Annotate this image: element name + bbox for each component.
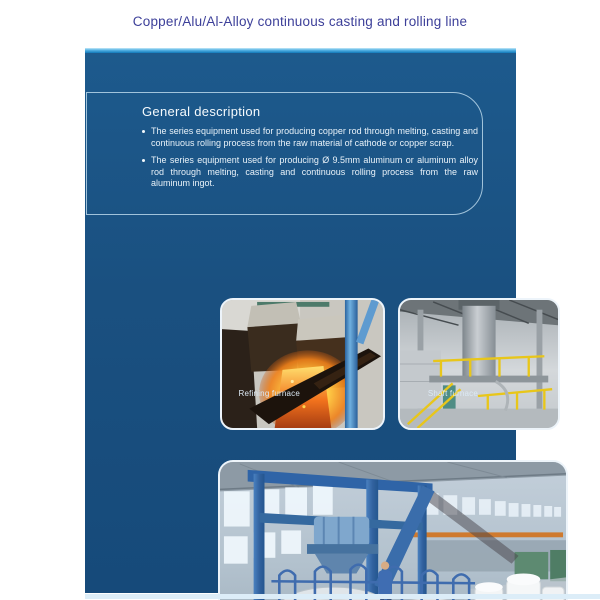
shaft-furnace-caption: Shaft furnace <box>427 389 478 398</box>
refining-furnace-illustration <box>222 300 383 428</box>
bullet-dot-icon <box>142 159 145 162</box>
bullet-item-copper <box>142 126 478 149</box>
section-heading: General description <box>142 104 261 119</box>
refining-furnace-photo <box>220 298 385 430</box>
shaft-furnace-illustration <box>400 300 558 428</box>
bullet-text: The series equipment used for producing Ø 9.5mm aluminum or aluminum alloy rod through melting, casting and continuous rolling process from the raw aluminum ingot. <box>151 155 478 188</box>
bullet-item-aluminum <box>142 155 478 190</box>
bottom-accent-strip <box>85 594 600 599</box>
bullet-dot-icon <box>142 130 145 133</box>
content-panel <box>85 48 516 593</box>
panel-top-accent-bar <box>85 48 516 53</box>
casting-rolling-line-illustration <box>220 462 566 600</box>
page-title: Copper/Alu/Al-Alloy continuous casting and rolling line <box>132 14 468 29</box>
refining-furnace-caption: Refining furnace <box>238 389 300 398</box>
general-description-box <box>86 92 483 215</box>
bullet-text: The series equipment used for producing copper rod through melting, casting and continuous rolling process from the raw material of cathode or copper scrap. <box>151 126 478 148</box>
casting-rolling-line-photo <box>218 460 568 600</box>
shaft-furnace-photo <box>398 298 560 430</box>
